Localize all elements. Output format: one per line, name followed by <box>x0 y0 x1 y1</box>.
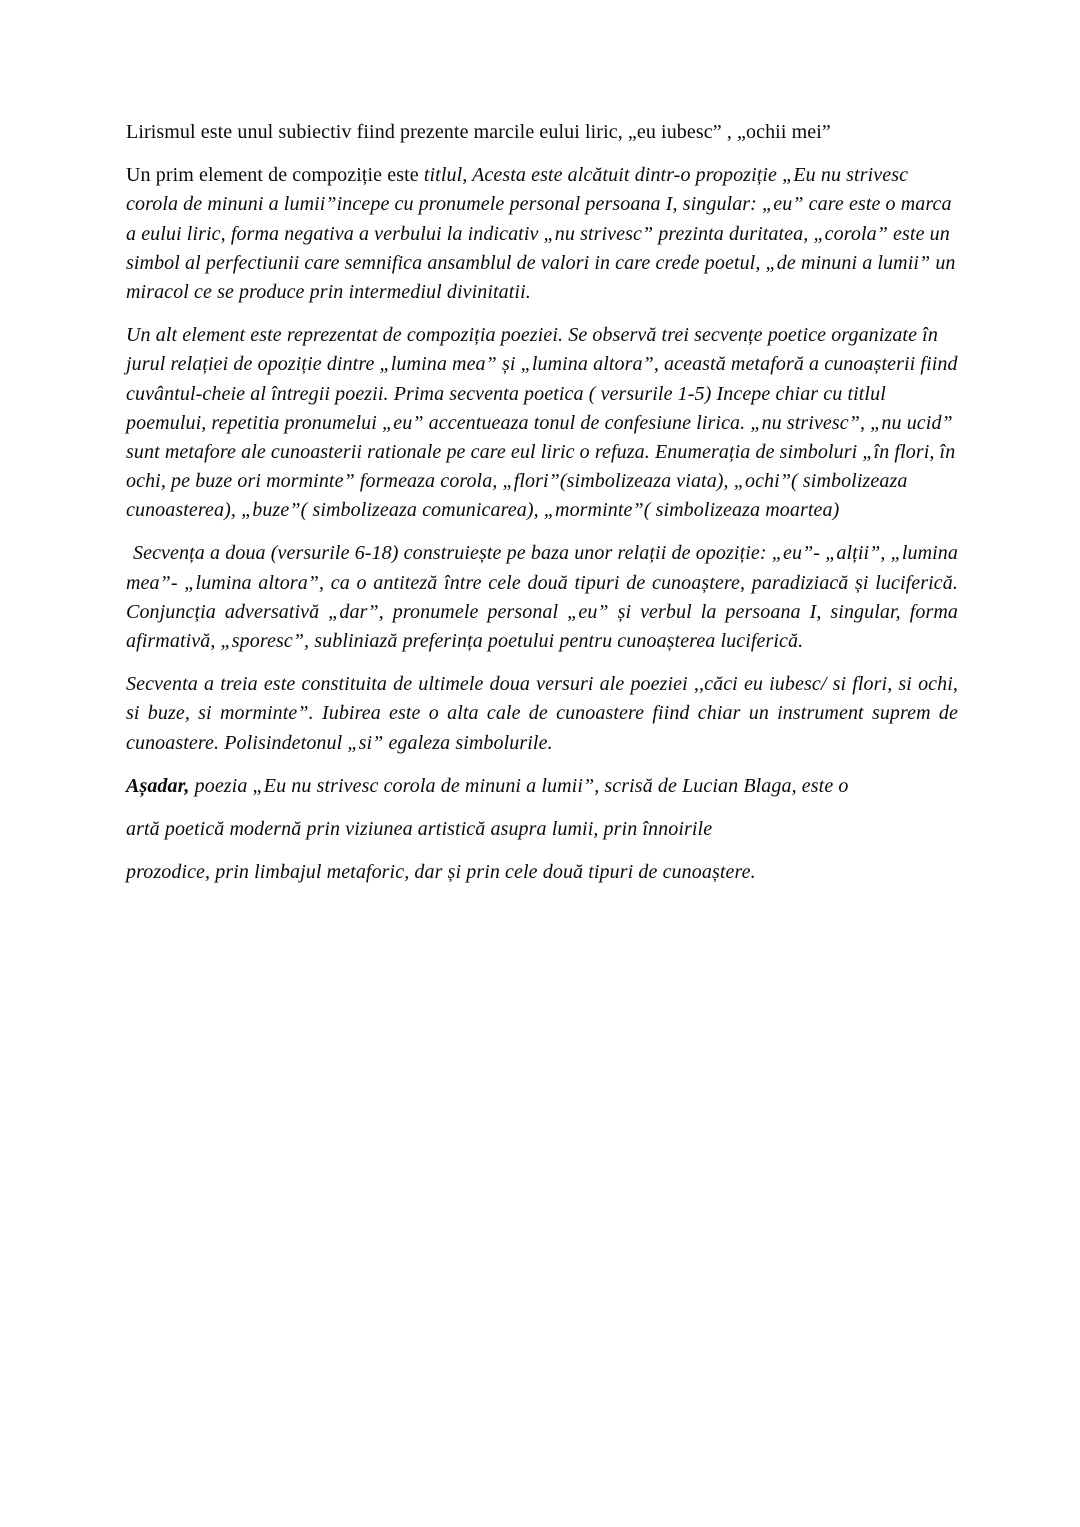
text-segment: prozodice, prin limbajul metaforic, dar și prin cele două tipuri de cunoaștere. <box>126 861 756 884</box>
paragraph <box>126 118 958 147</box>
text-segment: poezia „Eu nu strivesc corola de minuni a lumii”, scrisă de Lucian Blaga, este o <box>189 774 849 797</box>
text-segment: Lirismul este unul subiectiv fiind prezente marcile eului liric, „eu iubesc” , „ochii mei” <box>126 121 831 143</box>
text-segment: Secvența a doua (versurile 6-18) construiește pe baza unor relații de opoziție: „eu”- „alții”, „lumina mea”- „lumina altora”, ca o antiteză între cele două tipuri de cunoaștere, paradiziacă și luciferică. Conjuncția adversativă „dar”, pronumele personal „eu” și verbul la persoana I, singular, forma afirmativă, „sporesc”, subliniază preferința poetului pentru cunoașterea luciferică. <box>126 542 958 652</box>
paragraph <box>126 815 958 844</box>
text-segment: titlul, Acesta este alcătuit dintr-o propoziție „Eu nu strivesc corola de minuni a lumii”incepe cu pronumele personal persoana I, singular: „eu” care este o marca a eului liric, forma negativa a verbului la indicativ „nu strivesc” prezinta duritatea, „corola” este un simbol al perfectiunii care semnifica ansamblul de valori in care crede poetul, „de minuni a lumii” un miracol ce se produce prin intermediul divinitatii. <box>126 164 956 303</box>
paragraph <box>126 772 958 801</box>
paragraph <box>126 539 958 656</box>
document-page <box>126 118 958 901</box>
paragraph <box>126 670 958 758</box>
paragraph <box>126 858 958 887</box>
paragraph <box>126 161 958 307</box>
text-segment: Așadar, <box>126 774 190 797</box>
text-segment: artă poetică modernă prin viziunea artistică asupra lumii, prin înnoirile <box>126 817 713 840</box>
text-segment: Un alt element este reprezentat de compoziția poeziei. Se observă trei secvențe poetice organizate în jurul relației de opoziție dintre „lumina mea” și „lumina altora”, această metaforă a cunoașterii fiind cuvântul-cheie al întregii poezii. Prima secventa poetica ( versurile 1-5) Incepe chiar cu titlul poemului, repetitia pronumelui „eu” accentueaza tonul de confesiune lirica. „nu strivesc”, „nu ucid” sunt metafore ale cunoasterii rationale pe care eul liric o refuza. Enumerația de simboluri „în flori, în ochi, pe buze ori morminte” formeaza corola, „flori”(simbolizeaza viata), „ochi”( simbolizeaza cunoasterea), „buze”( simbolizeaza comunicarea), „morminte”( simbolizeaza moartea) <box>126 324 958 522</box>
text-segment: Secventa a treia este constituita de ultimele doua versuri ale poeziei ,,căci eu iubesc/ si flori, si ochi, si buze, si morminte”. Iubirea este o alta cale de cunoastere fiind chiar un instrument suprem de cunoastere. Polisindetonul „si” egaleza simbolurile. <box>126 673 958 754</box>
text-segment: Un prim element de compoziție este <box>126 164 424 187</box>
paragraph <box>126 321 958 525</box>
